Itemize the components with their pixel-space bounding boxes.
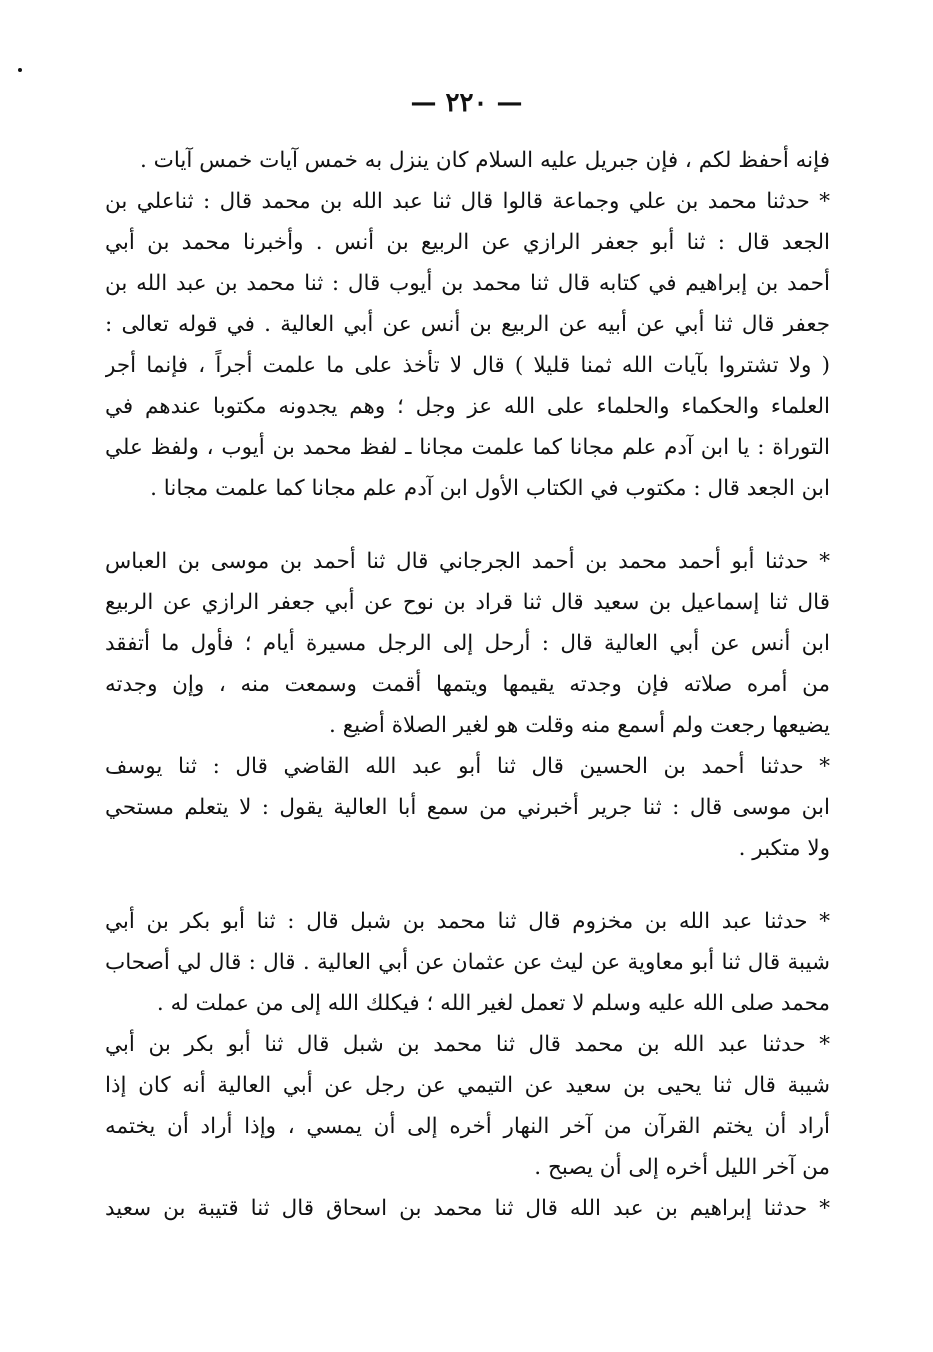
- paragraph-7: [105, 1188, 830, 1229]
- text-line: * حدثنا محمد بن علي وجماعة قالوا قال ثنا عبد الله بن محمد قال : ثناعلي بن: [105, 189, 830, 214]
- text-line: شيبة قال ثنا أبو معاوية عن ليث عن عثمان عن أبي العالية . قال : قال لي أصحاب: [105, 950, 830, 975]
- text-line: ولا متكبر .: [738, 836, 830, 861]
- text-line: يضيعها رجعت ولم أسمع منه وقلت هو لغير الصلاة أضيع .: [329, 713, 830, 738]
- text-line: من آخر الليل أخره إلى أن يصبح .: [534, 1155, 830, 1180]
- page-body: [105, 140, 830, 1229]
- text-line: ابن الجعد قال : مكتوب في الكتاب الأول ابن آدم علم مجانا كما علمت مجانا .: [150, 476, 830, 501]
- paragraph-3: [105, 541, 830, 746]
- page-number: — ٢٢٠ —: [410, 88, 523, 118]
- paragraph-5: [105, 901, 830, 1024]
- text-line: محمد صلى الله عليه وسلم لا تعمل لغير الله ؛ فيكلك الله إلى من عملت له .: [156, 991, 830, 1016]
- text-line: التوراة : يا ابن آدم علم مجانا كما علمت مجانا ـ لفظ محمد بن أيوب ، ولفظ علي: [105, 435, 830, 460]
- ink-speck: [18, 68, 22, 72]
- text-line: ابن موسى قال : ثنا جرير أخبرني من سمع أبا العالية يقول : لا يتعلم مستحي: [105, 795, 830, 820]
- paragraph-1: [105, 140, 830, 181]
- text-line: * حدثنا إبراهيم بن عبد الله قال ثنا محمد بن اسحاق قال ثنا قتيبة بن سعيد: [105, 1196, 830, 1221]
- text-line: أحمد بن إبراهيم في كتابه قال ثنا محمد بن أيوب قال : ثنا محمد بن عبد الله بن: [105, 271, 830, 296]
- paragraph-2: [105, 181, 830, 509]
- text-line: جعفر قال ثنا أبي عن أبيه عن الربيع بن أنس عن أبي العالية . في قوله تعالى :: [105, 312, 830, 337]
- text-line: أراد أن يختم القرآن من آخر النهار أخره إلى أن يمسي ، وإذا أراد أن يختمه: [105, 1114, 830, 1139]
- text-line: شيبة قال ثنا يحيى بن سعيد عن التيمي عن رجل عن أبي العالية أنه كان إذا: [105, 1073, 830, 1098]
- text-line: * حدثنا عبد الله بن مخزوم قال ثنا محمد بن شبل قال : ثنا أبو بكر بن أبي: [105, 909, 830, 934]
- text-line: ( ولا تشتروا بآيات الله ثمنا قليلا ) قال لا تأخذ على ما علمت أجراً ، فإنما أجر: [105, 353, 830, 378]
- text-line: الجعد قال : ثنا أبو جعفر الرازي عن الربيع بن أنس . وأخبرنا محمد بن أبي: [105, 230, 830, 255]
- text-line: * حدثنا عبد الله بن محمد قال ثنا محمد بن شبل قال ثنا أبو بكر بن أبي: [105, 1032, 830, 1057]
- text-line: قال ثنا إسماعيل بن سعيد قال ثنا قراد بن نوح عن أبي جعفر الرازي عن الربيع: [105, 590, 830, 615]
- text-line: من أمره صلاته فإن وجدته يقيمها ويتمها أقمت وسمعت منه ، وإن وجدته: [105, 672, 830, 697]
- paragraph-6: [105, 1024, 830, 1188]
- paragraph-4: [105, 746, 830, 869]
- text-line: * حدثنا أبو أحمد محمد بن أحمد الجرجاني قال ثنا أحمد بن موسى بن العباس: [105, 549, 830, 574]
- text-line: العلماء والحكماء والحلماء على الله عز وجل ؛ وهم يجدونه مكتوبا عندهم في: [105, 394, 830, 419]
- text-line: * حدثنا أحمد بن الحسين قال ثنا أبو عبد الله القاضي قال : ثنا يوسف: [105, 754, 830, 779]
- text-line: ابن أنس عن أبي العالية قال : أرحل إلى الرجل مسيرة أيام ؛ فأول ما أتفقد: [105, 631, 830, 656]
- text-line: فإنه أحفظ لكم ، فإن جبريل عليه السلام كان ينزل به خمس آيات خمس آيات .: [139, 148, 830, 173]
